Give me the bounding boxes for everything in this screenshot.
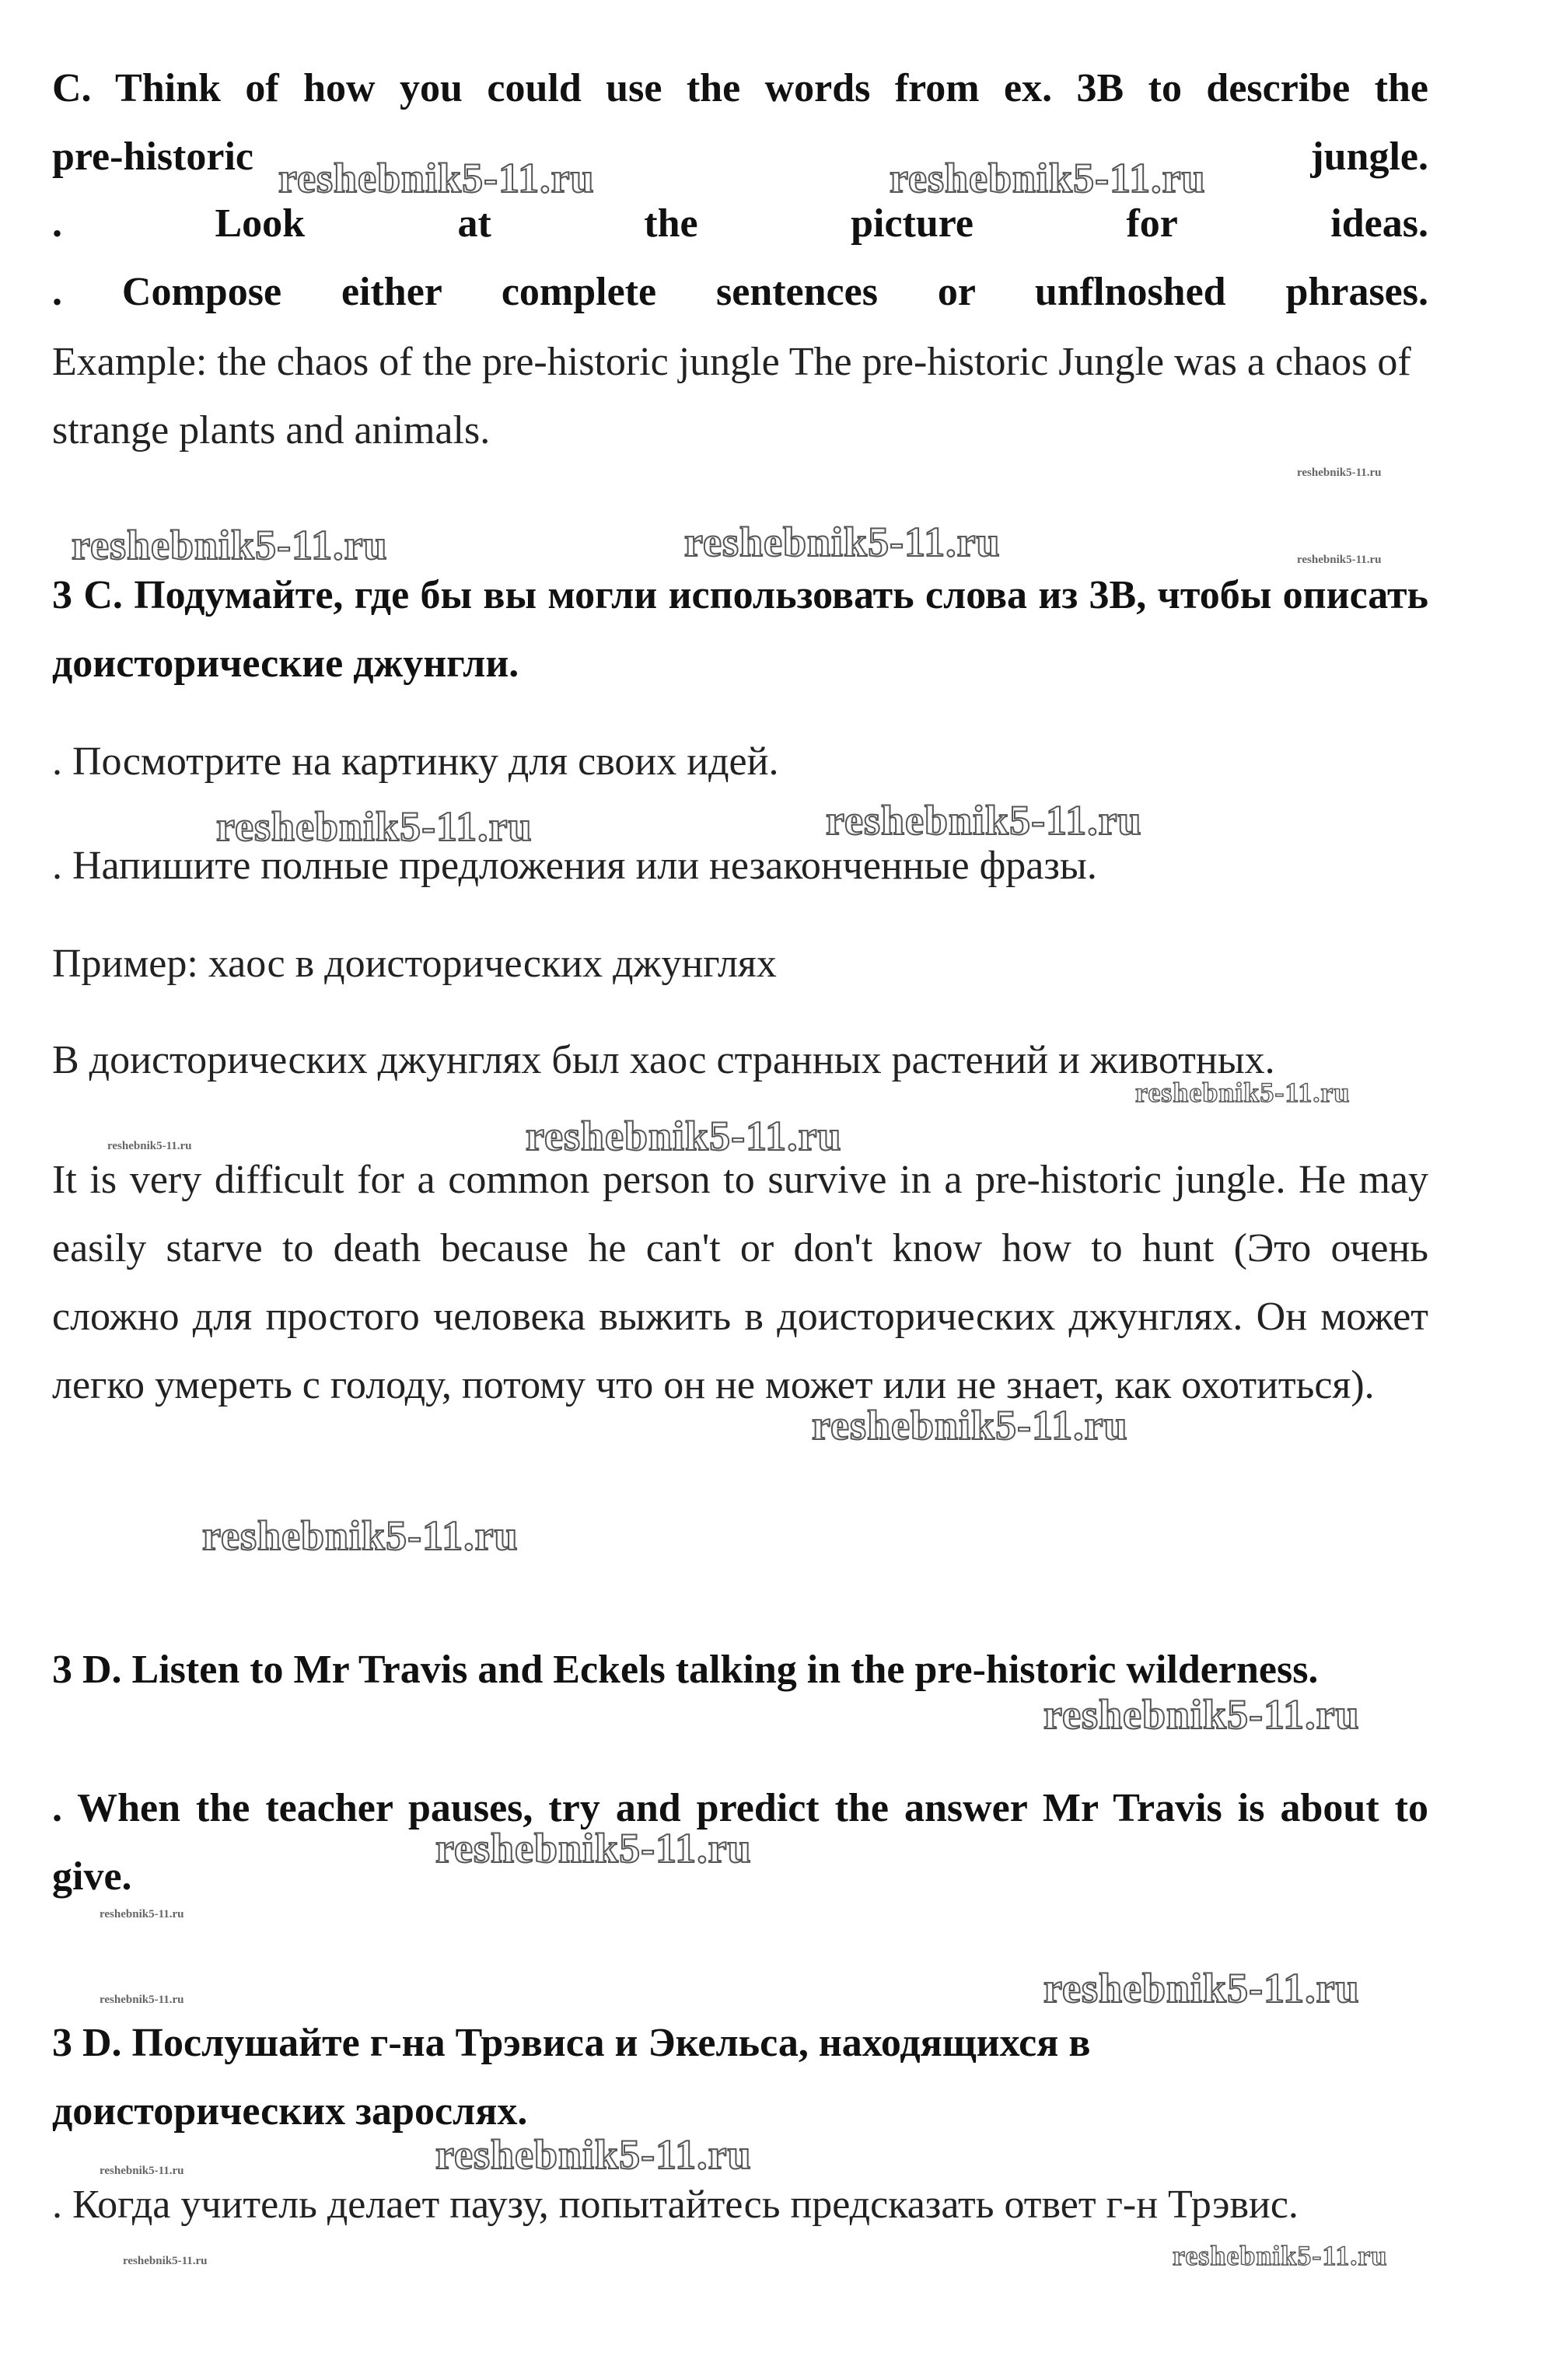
watermark: reshebnik5-11.ru (216, 803, 533, 850)
watermark: reshebnik5-11.ru (812, 1402, 1128, 1449)
watermark: reshebnik5-11.ru (526, 1113, 842, 1159)
watermark: reshebnik5-11.ru (435, 2131, 752, 2178)
ex3c-en-example: Example: the chaos of the pre-historic jungle The pre-historic Jungle was a chaos of strange plants and animals. (52, 340, 1411, 453)
watermark: reshebnik5-11.ru (435, 1825, 752, 1871)
ex3c-en-line2-start: pre-historic (52, 135, 253, 179)
ex3c-en-line2 (52, 123, 1428, 191)
watermark: reshebnik5-11.ru (1173, 2240, 1388, 2271)
watermark: reshebnik5-11.ru (100, 1994, 184, 2006)
ex3c-en-line3-word: at (457, 201, 491, 246)
ex3c-en-line3-word: ideas. (1330, 201, 1428, 246)
watermark: reshebnik5-11.ru (100, 2165, 184, 2177)
watermark: reshebnik5-11.ru (123, 2255, 208, 2267)
ex3c-ru-example: Пример: хаос в доисторических джунглях (52, 942, 777, 986)
ex3c-en-line3-word: for (1126, 201, 1178, 246)
ex3d-en-point: . When the teacher pauses, try and predict the answer Mr Travis is about to give. (52, 1786, 1428, 1899)
watermark: reshebnik5-11.ru (107, 1140, 192, 1152)
ex3c-en-line1: C. Think of how you could use the words from ex. 3B to describe the (52, 66, 1428, 110)
ex3c-en-line3 (52, 190, 1428, 258)
watermark: reshebnik5-11.ru (100, 1908, 184, 1920)
ex3c-en-line3-word: picture (851, 201, 973, 246)
ex3c-en-line3-word: the (644, 201, 698, 246)
ex3c-ru-point1: . Посмотрите на картинку для своих идей. (52, 739, 779, 784)
ex3d-ru-point: . Когда учитель делает паузу, попытайтесь предсказать ответ г-н Трэвис. (52, 2183, 1299, 2227)
ex3d-ru-heading: 3 D. Послушайте г-на Трэвиса и Экельса, находящихся в доисторических зарослях. (52, 2021, 1091, 2134)
watermark: reshebnik5-11.ru (890, 155, 1206, 201)
watermark: reshebnik5-11.ru (826, 797, 1142, 844)
ex3c-en-line2-end: jungle. (1310, 135, 1428, 179)
watermark: reshebnik5-11.ru (1043, 1691, 1360, 1738)
ex3c-ru-example-sentence: В доисторических джунглях был хаос странных растений и животных. (52, 1038, 1275, 1082)
watermark: reshebnik5-11.ru (1135, 1077, 1351, 1108)
watermark: reshebnik5-11.ru (1297, 467, 1382, 479)
ex3c-en-line4: . Compose either complete sentences or unflnoshed phrases. (52, 270, 1428, 314)
ex3c-en-block (52, 54, 1428, 327)
ex3c-en-line3-word: Look (215, 201, 306, 246)
watermark: reshebnik5-11.ru (278, 155, 595, 201)
watermark: reshebnik5-11.ru (202, 1512, 519, 1559)
ex3d-en-heading: 3 D. Listen to Mr Travis and Eckels talking in the pre-historic wilderness. (52, 1648, 1319, 1692)
watermark: reshebnik5-11.ru (1043, 1965, 1360, 2011)
watermark: reshebnik5-11.ru (1297, 554, 1382, 566)
watermark: reshebnik5-11.ru (684, 519, 1001, 565)
ex3c-en-line3-word: . (52, 201, 62, 246)
watermark: reshebnik5-11.ru (72, 522, 388, 568)
answer-paragraph: It is very difficult for a common person to survive in a pre-historic jungle. He may easily starve to death because he can't or don't know how to hunt (Это очень сложно для простого человека выжить в доисторических джунглях. Он может легко умереть с голоду, потому что он не может или не знает, как охотиться). (52, 1158, 1428, 1407)
ex3c-ru-heading: 3 С. Подумайте, где бы вы могли использовать слова из 3B, чтобы описать доисторические джунгли. (52, 573, 1428, 686)
ex3c-ru-point2: . Напишите полные предложения или незаконченные фразы. (52, 844, 1097, 888)
